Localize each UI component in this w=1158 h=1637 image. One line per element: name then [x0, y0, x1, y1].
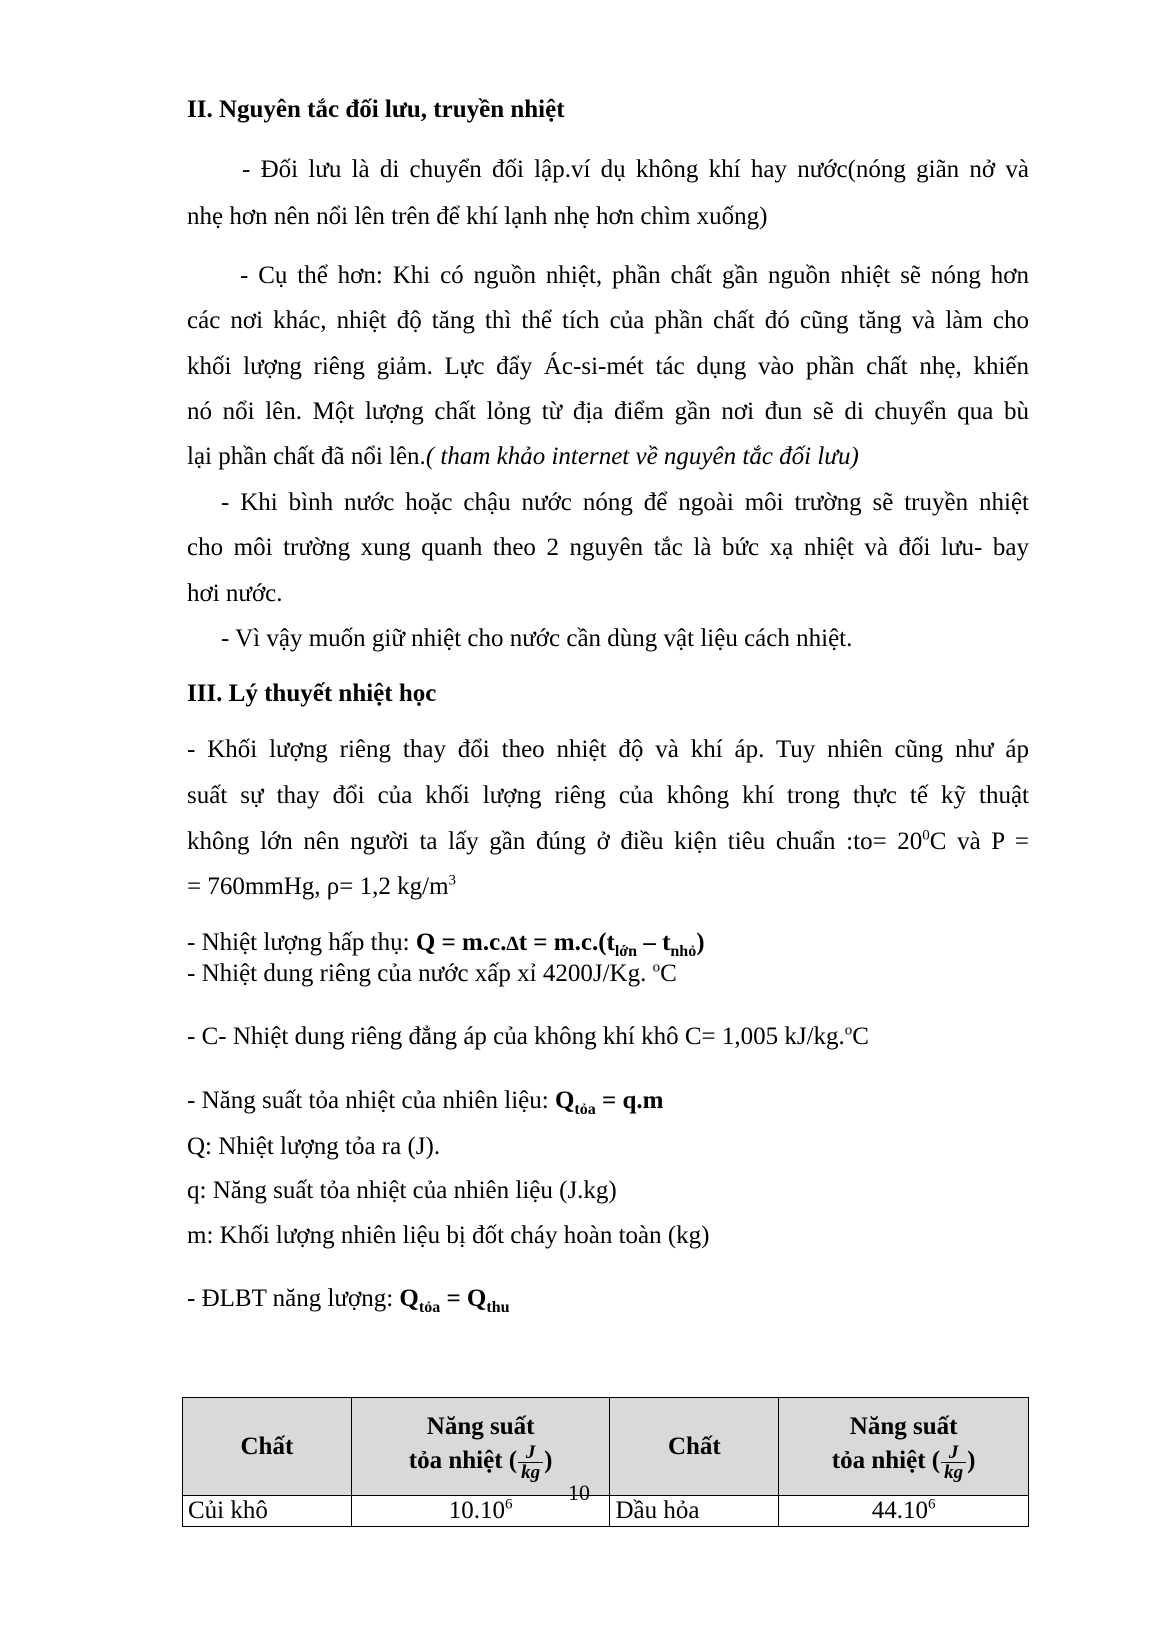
- heat-absorbed-formula: [187, 929, 705, 960]
- paragraph-text: không lớn nên người ta lấy gần đúng ở điều kiện tiêu chuẩn :to= 20: [187, 828, 923, 855]
- energy-conservation-formula: [187, 1285, 510, 1316]
- definition-line: Q: Nhiệt lượng tỏa ra (J).: [187, 1133, 441, 1160]
- paragraph-line: [187, 873, 456, 901]
- header-text: ): [544, 1446, 553, 1474]
- unit-fraction: [941, 1443, 966, 1482]
- formula: – t: [637, 929, 671, 956]
- subscript: lớn: [614, 943, 638, 960]
- formula: t = m.c.(t: [518, 929, 615, 956]
- section-3-heading: III. Lý thuyết nhiệt học: [187, 680, 437, 707]
- subscript: thu: [486, 1299, 510, 1316]
- formula-label: - ĐLBT năng lượng:: [187, 1285, 400, 1312]
- paragraph-line: suất sự thay đổi của khối lượng riêng của không khí trong thực tế kỹ thuật: [187, 782, 1029, 809]
- paragraph-line: cho môi trường xung quanh theo 2 nguyên tắc là bức xạ nhiệt và đối lưu- bay: [187, 534, 1029, 561]
- definition-line: q: Năng suất tỏa nhiệt của nhiên liệu (J.kg): [187, 1177, 617, 1204]
- paragraph-text: - Nhiệt dung riêng của nước xấp xỉ 4200J/Kg.: [187, 960, 653, 987]
- paragraph-line: - Cụ thể hơn: Khi có nguồn nhiệt, phần chất gần nguồn nhiệt sẽ nóng hơn: [240, 262, 1029, 289]
- header-substance: Chất: [183, 1398, 352, 1496]
- value-text: 10.10: [448, 1497, 505, 1524]
- subscript: tỏa: [418, 1299, 441, 1316]
- fraction-numerator: J: [948, 1441, 959, 1463]
- fraction-denominator: kg: [518, 1462, 543, 1482]
- value-text: 44.10: [871, 1497, 928, 1524]
- formula: ): [696, 929, 705, 956]
- unit-fraction: [518, 1443, 543, 1482]
- header-substance: Chất: [610, 1398, 779, 1496]
- subscript: nhỏ: [670, 943, 697, 960]
- formula: = Q: [440, 1285, 487, 1312]
- exponent: 6: [928, 1496, 936, 1513]
- paragraph-line: nó nổi lên. Một lượng chất lỏng từ địa điểm gần nơi đun sẽ di chuyển qua bù: [187, 398, 1029, 425]
- fuel-heat-table: [182, 1397, 1029, 1527]
- paragraph-line: [187, 828, 1029, 856]
- subscript: tỏa: [574, 1101, 596, 1118]
- paragraph-line: nhẹ hơn nên nổi lên trên để khí lạnh nhẹ hơn chìm xuống): [187, 203, 768, 230]
- header-text: tỏa nhiệt (: [831, 1446, 941, 1474]
- formula-label: - Năng suất tỏa nhiệt của nhiên liệu:: [187, 1087, 555, 1114]
- paragraph-line: - Khối lượng riêng thay đổi theo nhiệt độ và khí áp. Tuy nhiên cũng như áp: [187, 736, 1029, 763]
- paragraph-text: C: [660, 960, 677, 987]
- superscript: 3: [448, 872, 457, 889]
- paragraph-text: lại phần chất đã nổi lên.: [187, 443, 426, 470]
- section-2-heading: II. Nguyên tắc đối lưu, truyền nhiệt: [187, 96, 565, 123]
- paragraph-line: hơi nước.: [187, 580, 283, 607]
- paragraph-text: = 760mmHg, ρ= 1,2 kg/m: [187, 873, 449, 900]
- paragraph-text: C và P =: [929, 828, 1029, 855]
- definition-line: m: Khối lượng nhiên liệu bị đốt cháy hoàn toàn (kg): [187, 1222, 710, 1249]
- delta-symbol: ∆: [506, 933, 519, 955]
- formula: Q: [399, 1285, 419, 1312]
- formula: = q.m: [595, 1087, 664, 1114]
- superscript: o: [652, 959, 661, 976]
- paragraph-line: - Vì vậy muốn giữ nhiệt cho nước cần dùng vật liệu cách nhiệt.: [221, 625, 853, 652]
- fraction-numerator: J: [525, 1441, 536, 1463]
- reference-note: ( tham khảo internet về nguyên tắc đối lưu): [425, 443, 859, 470]
- cell-substance: Dầu hỏa: [610, 1496, 779, 1527]
- header-text: Năng suất: [426, 1413, 535, 1441]
- formula: Q = m.c.: [415, 929, 507, 956]
- paragraph-text: C: [852, 1023, 869, 1050]
- header-text: Năng suất: [849, 1413, 958, 1441]
- header-text: ): [967, 1446, 976, 1474]
- fraction-denominator: kg: [941, 1462, 966, 1482]
- paragraph-line: - Đối lưu là di chuyển đối lập.ví dụ không khí hay nước(nóng giãn nở và: [242, 156, 1029, 183]
- paragraph-line: [187, 443, 859, 471]
- formula-label: - Nhiệt lượng hấp thụ:: [187, 929, 416, 956]
- formula: Q: [554, 1087, 575, 1114]
- page-number: 10: [568, 1480, 590, 1505]
- water-specific-heat: [187, 960, 677, 988]
- header-text: tỏa nhiệt (: [408, 1446, 518, 1474]
- superscript: 0: [922, 827, 930, 844]
- paragraph-line: - Khi bình nước hoặc chậu nước nóng để ngoài môi trường sẽ truyền nhiệt: [221, 489, 1029, 516]
- paragraph-line: các nơi khác, nhiệt độ tăng thì thể tích của phần chất đó cũng tăng và làm cho: [187, 307, 1029, 334]
- cell-substance: Củi khô: [183, 1496, 352, 1527]
- air-specific-heat: [187, 1023, 869, 1051]
- superscript: o: [844, 1022, 853, 1039]
- fuel-heat-formula: [187, 1087, 664, 1118]
- paragraph-text: - C- Nhiệt dung riêng đẳng áp của không khí khô C= 1,005 kJ/kg.: [187, 1023, 845, 1050]
- paragraph-line: khối lượng riêng giảm. Lực đẩy Ác-si-mét tác dụng vào phần chất nhẹ, khiến: [187, 353, 1029, 380]
- exponent: 6: [505, 1496, 513, 1513]
